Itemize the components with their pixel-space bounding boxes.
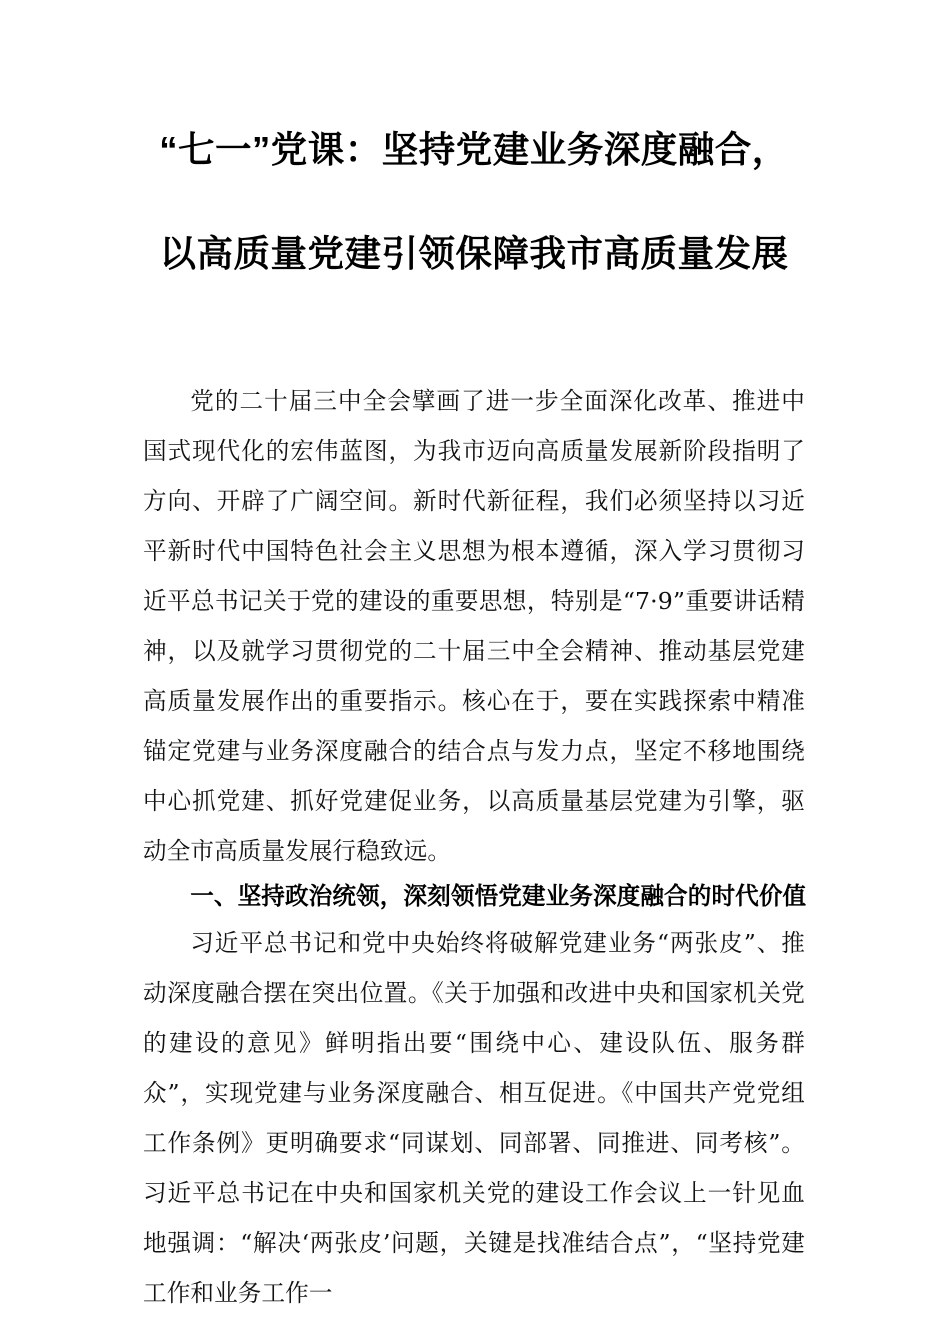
section-heading-1: 一、坚持政治统领，深刻领悟党建业务深度融合的时代价值: [190, 884, 807, 911]
body-paragraph-2: 习近平总书记和党中央始终将破解党建业务“两张皮”、推动深度融合摆在突出位置。《关于加强和改进中央和国家机关党的建设的意见》鲜明指出要“围绕中心、建设队伍、服务群众”，实现党建与业务深度融合、相互促进。《中国共产党党组工作条例》更明确要求“同谋划、同部署、同推进、同考核”。习近平总书记在中央和国家机关党的建设工作会议上一针见血地强调：“解决‘两张皮’问题，关键是找准结合点”，“坚持党建工作和业务工作一: [143, 929, 805, 1308]
document-title: [143, 98, 805, 306]
document-title-line-2: 以高质量党建引领保障我市高质量发展: [159, 233, 789, 274]
document-content-column: [143, 0, 805, 1318]
section-heading-wrapper: [143, 874, 805, 921]
title-body-spacer: [143, 330, 805, 376]
body-paragraph-1: 党的二十届三中全会擘画了进一步全面深化改革、推进中国式现代化的宏伟蓝图，为我市迈向高质量发展新阶段指明了方向、开辟了广阔空间。新时代新征程，我们必须坚持以习近平新时代中国特色社会主义思想为根本遵循，深入学习贯彻习近平总书记关于党的建设的重要思想，特别是“7·9”重要讲话精神，以及就学习贯彻党的二十届三中全会精神、推动基层党建高质量发展作出的重要指示。核心在于，要在实践探索中精准锚定党建与业务深度融合的结合点与发力点，坚定不移地围绕中心抓党建、抓好党建促业务，以高质量基层党建为引擎，驱动全市高质量发展行稳致远。: [143, 387, 805, 866]
document-title-line-1: “七一”党课：坚持党建业务深度融合，: [159, 129, 789, 170]
